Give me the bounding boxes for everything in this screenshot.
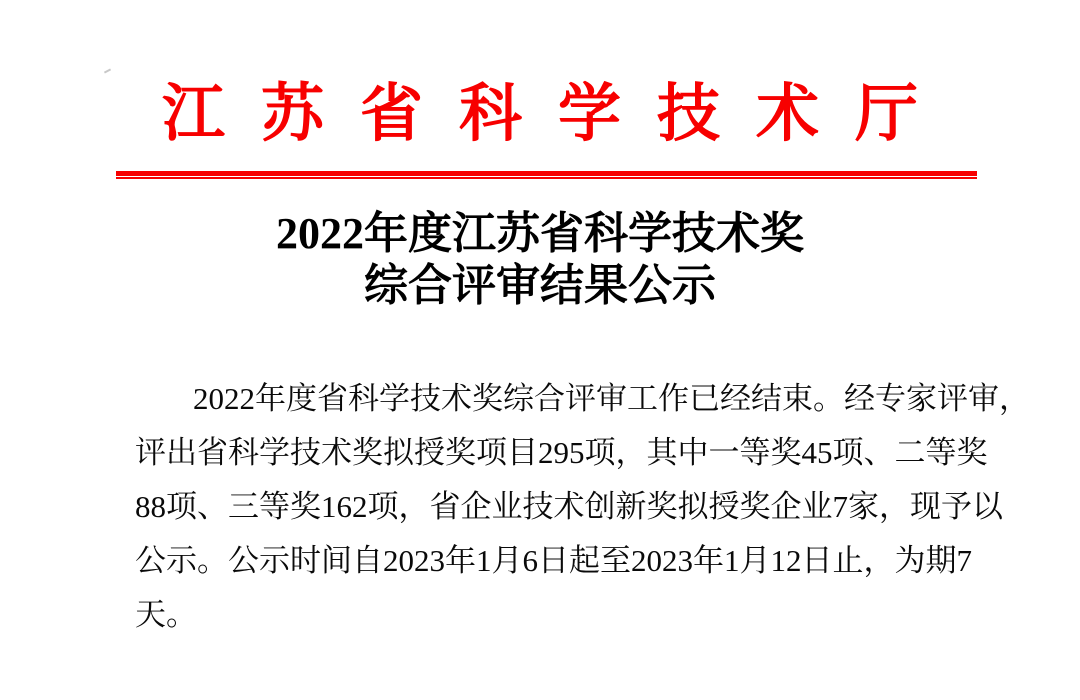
document-body-paragraph (135, 372, 1030, 642)
document-title-line-2: 综合评审结果公示 (364, 261, 716, 310)
body-line: 评出省科学技术奖拟授奖项目295项，其中一等奖45项、二等奖 (135, 435, 988, 470)
body-line: 2022年度省科学技术奖综合评审工作已经结束。经专家评审， (193, 381, 1030, 416)
body-line: 公示。公示时间自2023年1月6日起至2023年1月12日止，为期7 (135, 543, 972, 578)
letterhead-agency-title: 江苏省科学技术厅 (162, 79, 954, 149)
letterhead-red-divider (116, 171, 977, 179)
document-title (0, 208, 1080, 312)
scan-artifact-speck (104, 68, 111, 73)
body-line: 88项、三等奖162项，省企业技术创新奖拟授奖企业7家，现予以 (135, 489, 1003, 524)
body-line: 天。 (135, 597, 197, 632)
document-title-line-1: 2022年度江苏省科学技术奖 (276, 209, 804, 258)
